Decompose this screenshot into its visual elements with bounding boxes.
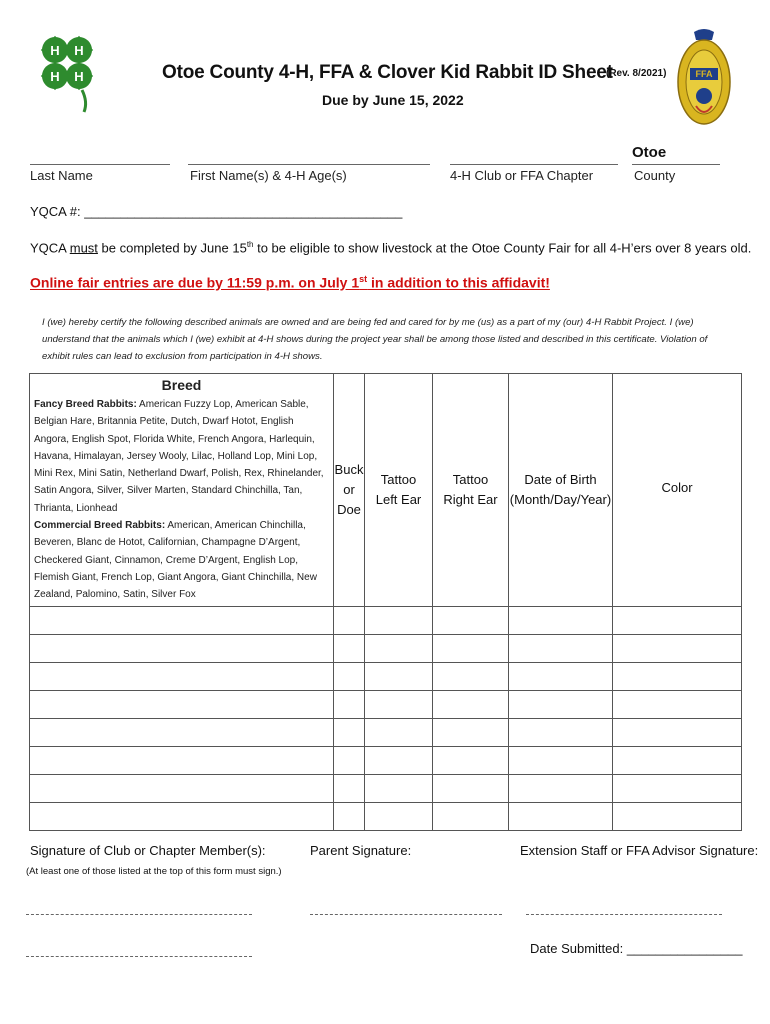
tattoo-left-cell[interactable] bbox=[365, 662, 433, 690]
commercial-breeds-list: American, American Chinchilla, Beveren, Blanc de Hotot, Californian, Champagne D’Argent, Checkered Giant, Cinnamon, Creme D’Argent, English Lop, Flemish Giant, French Lop, Giant Angora, Giant Chinchilla, New Zealand, Palomino, Satin, Silver Fox bbox=[34, 520, 317, 601]
county-label: County bbox=[634, 168, 676, 183]
certification-statement: I (we) hereby certify the following described animals are owned and are being fed and cared for by me (us) as a part of my (our) 4-H Rabbit Project. I (we) understand that the animals which I (we) exhibit at 4-H shows during the project year shall be among those listed and described in this certificate. Violation of exhibit rules can lead to exclusion from participation in 4-H shows. bbox=[42, 317, 708, 362]
breed-cell[interactable] bbox=[30, 746, 334, 774]
member-signature-label: Signature of Club or Chapter Member(s): bbox=[30, 843, 266, 858]
table-header-row bbox=[30, 374, 742, 607]
breed-header-cell bbox=[30, 374, 334, 607]
dob-cell[interactable] bbox=[509, 718, 613, 746]
commercial-breeds-label: Commercial Breed Rabbits: bbox=[34, 520, 166, 532]
tattoo-right-cell[interactable] bbox=[433, 746, 509, 774]
svg-text:FFA: FFA bbox=[695, 69, 713, 79]
color-cell[interactable] bbox=[613, 606, 742, 634]
date-submitted-field[interactable]: Date Submitted: ________________ bbox=[530, 941, 743, 956]
tattoo-right-cell[interactable] bbox=[433, 718, 509, 746]
tattoo-left-cell[interactable] bbox=[365, 746, 433, 774]
table-row bbox=[30, 662, 742, 690]
color-cell[interactable] bbox=[613, 774, 742, 802]
tattoo-left-cell[interactable] bbox=[365, 802, 433, 830]
color-cell[interactable] bbox=[613, 718, 742, 746]
dob-cell[interactable] bbox=[509, 690, 613, 718]
online-entries-notice: Online fair entries are due by 11:59 p.m. on July 1st in addition to this affidavit! bbox=[30, 274, 550, 291]
date-of-birth-header: Date of Birth (Month/Day/Year) bbox=[509, 374, 613, 607]
county-value: Otoe bbox=[632, 144, 667, 161]
color-cell[interactable] bbox=[613, 802, 742, 830]
table-row bbox=[30, 634, 742, 662]
tattoo-right-cell[interactable] bbox=[433, 774, 509, 802]
color-header: Color bbox=[613, 374, 742, 607]
sex-cell[interactable] bbox=[334, 802, 365, 830]
tattoo-left-cell[interactable] bbox=[365, 718, 433, 746]
yqca-number-field[interactable]: YQCA #: ____________________________________________ bbox=[30, 204, 403, 219]
breed-cell[interactable] bbox=[30, 606, 334, 634]
breed-cell[interactable] bbox=[30, 718, 334, 746]
form-title: Otoe County 4-H, FFA & Clover Kid Rabbit ID Sheet bbox=[162, 62, 613, 83]
sex-cell[interactable] bbox=[334, 634, 365, 662]
tattoo-left-cell[interactable] bbox=[365, 634, 433, 662]
tattoo-right-cell[interactable] bbox=[433, 690, 509, 718]
sex-cell[interactable] bbox=[334, 746, 365, 774]
member-signature-line-2[interactable] bbox=[26, 956, 252, 957]
county-field[interactable] bbox=[632, 164, 720, 165]
tattoo-left-cell[interactable] bbox=[365, 690, 433, 718]
dob-cell[interactable] bbox=[509, 746, 613, 774]
dob-cell[interactable] bbox=[509, 662, 613, 690]
tattoo-right-cell[interactable] bbox=[433, 802, 509, 830]
sex-cell[interactable] bbox=[334, 774, 365, 802]
yqca-notice: YQCA must be completed by June 15th to be eligible to show livestock at the Otoe County Fair for all 4-H’ers over 8 years old. bbox=[30, 240, 752, 256]
color-cell[interactable] bbox=[613, 634, 742, 662]
last-name-label: Last Name bbox=[30, 168, 93, 183]
svg-text:H: H bbox=[74, 43, 84, 58]
member-signature-note: (At least one of those listed at the top of this form must sign.) bbox=[26, 866, 282, 877]
extension-signature-line[interactable] bbox=[526, 914, 722, 915]
tattoo-left-cell[interactable] bbox=[365, 606, 433, 634]
tattoo-left-ear-header: Tattoo Left Ear bbox=[365, 374, 433, 607]
table-row bbox=[30, 802, 742, 830]
table-row bbox=[30, 606, 742, 634]
club-chapter-label: 4-H Club or FFA Chapter bbox=[450, 168, 594, 183]
fancy-breeds-list: American Fuzzy Lop, American Sable, Belgian Hare, Britannia Petite, Dutch, Dwarf Hotot, English Angora, English Spot, Florida White, French Angora, Harlequin, Havana, Himalayan, Jersey Wooly, Lilac, Holland Lop, Mini Lop, Mini Rex, Mini Satin, Netherland Dwarf, Polish, Rex, Rhinelander, Satin Angora, Silver, Silver Marten, Standard Chinchilla, Tan, Thrianta, Lionhead bbox=[34, 399, 324, 514]
breed-cell[interactable] bbox=[30, 662, 334, 690]
table-row bbox=[30, 690, 742, 718]
rabbit-id-table bbox=[29, 373, 742, 831]
parent-signature-label: Parent Signature: bbox=[310, 843, 412, 858]
tattoo-right-cell[interactable] bbox=[433, 662, 509, 690]
breed-cell[interactable] bbox=[30, 690, 334, 718]
sex-cell[interactable] bbox=[334, 718, 365, 746]
4h-clover-logo bbox=[38, 32, 96, 118]
sex-cell[interactable] bbox=[334, 662, 365, 690]
breed-cell[interactable] bbox=[30, 634, 334, 662]
extension-signature-label: Extension Staff or FFA Advisor Signature: bbox=[520, 843, 759, 858]
table-row bbox=[30, 718, 742, 746]
dob-cell[interactable] bbox=[509, 634, 613, 662]
club-chapter-field[interactable] bbox=[450, 164, 618, 165]
color-cell[interactable] bbox=[613, 690, 742, 718]
dob-cell[interactable] bbox=[509, 606, 613, 634]
last-name-field[interactable] bbox=[30, 164, 170, 165]
tattoo-left-cell[interactable] bbox=[365, 774, 433, 802]
svg-text:H: H bbox=[50, 43, 60, 58]
breed-list bbox=[34, 396, 329, 604]
first-name-age-label: First Name(s) & 4-H Age(s) bbox=[190, 168, 347, 183]
fancy-breeds-label: Fancy Breed Rabbits: bbox=[34, 399, 137, 410]
member-signature-line-1[interactable] bbox=[26, 914, 252, 915]
tattoo-right-cell[interactable] bbox=[433, 606, 509, 634]
dob-cell[interactable] bbox=[509, 802, 613, 830]
color-cell[interactable] bbox=[613, 746, 742, 774]
dob-cell[interactable] bbox=[509, 774, 613, 802]
parent-signature-line[interactable] bbox=[310, 914, 502, 915]
breed-cell[interactable] bbox=[30, 774, 334, 802]
ffa-emblem-logo bbox=[676, 26, 732, 128]
first-name-age-field[interactable] bbox=[188, 164, 430, 165]
svg-text:H: H bbox=[74, 69, 84, 84]
breed-title: Breed bbox=[161, 377, 202, 393]
sex-cell[interactable] bbox=[334, 690, 365, 718]
revision-label: (Rev. 8/2021) bbox=[606, 68, 667, 79]
breed-cell[interactable] bbox=[30, 802, 334, 830]
due-date: Due by June 15, 2022 bbox=[322, 92, 464, 108]
tattoo-right-ear-header: Tattoo Right Ear bbox=[433, 374, 509, 607]
svg-text:H: H bbox=[50, 69, 60, 84]
sex-cell[interactable] bbox=[334, 606, 365, 634]
table-row bbox=[30, 746, 742, 774]
buck-or-doe-header: Buck or Doe bbox=[334, 374, 365, 607]
color-cell[interactable] bbox=[613, 662, 742, 690]
table-row bbox=[30, 774, 742, 802]
tattoo-right-cell[interactable] bbox=[433, 634, 509, 662]
